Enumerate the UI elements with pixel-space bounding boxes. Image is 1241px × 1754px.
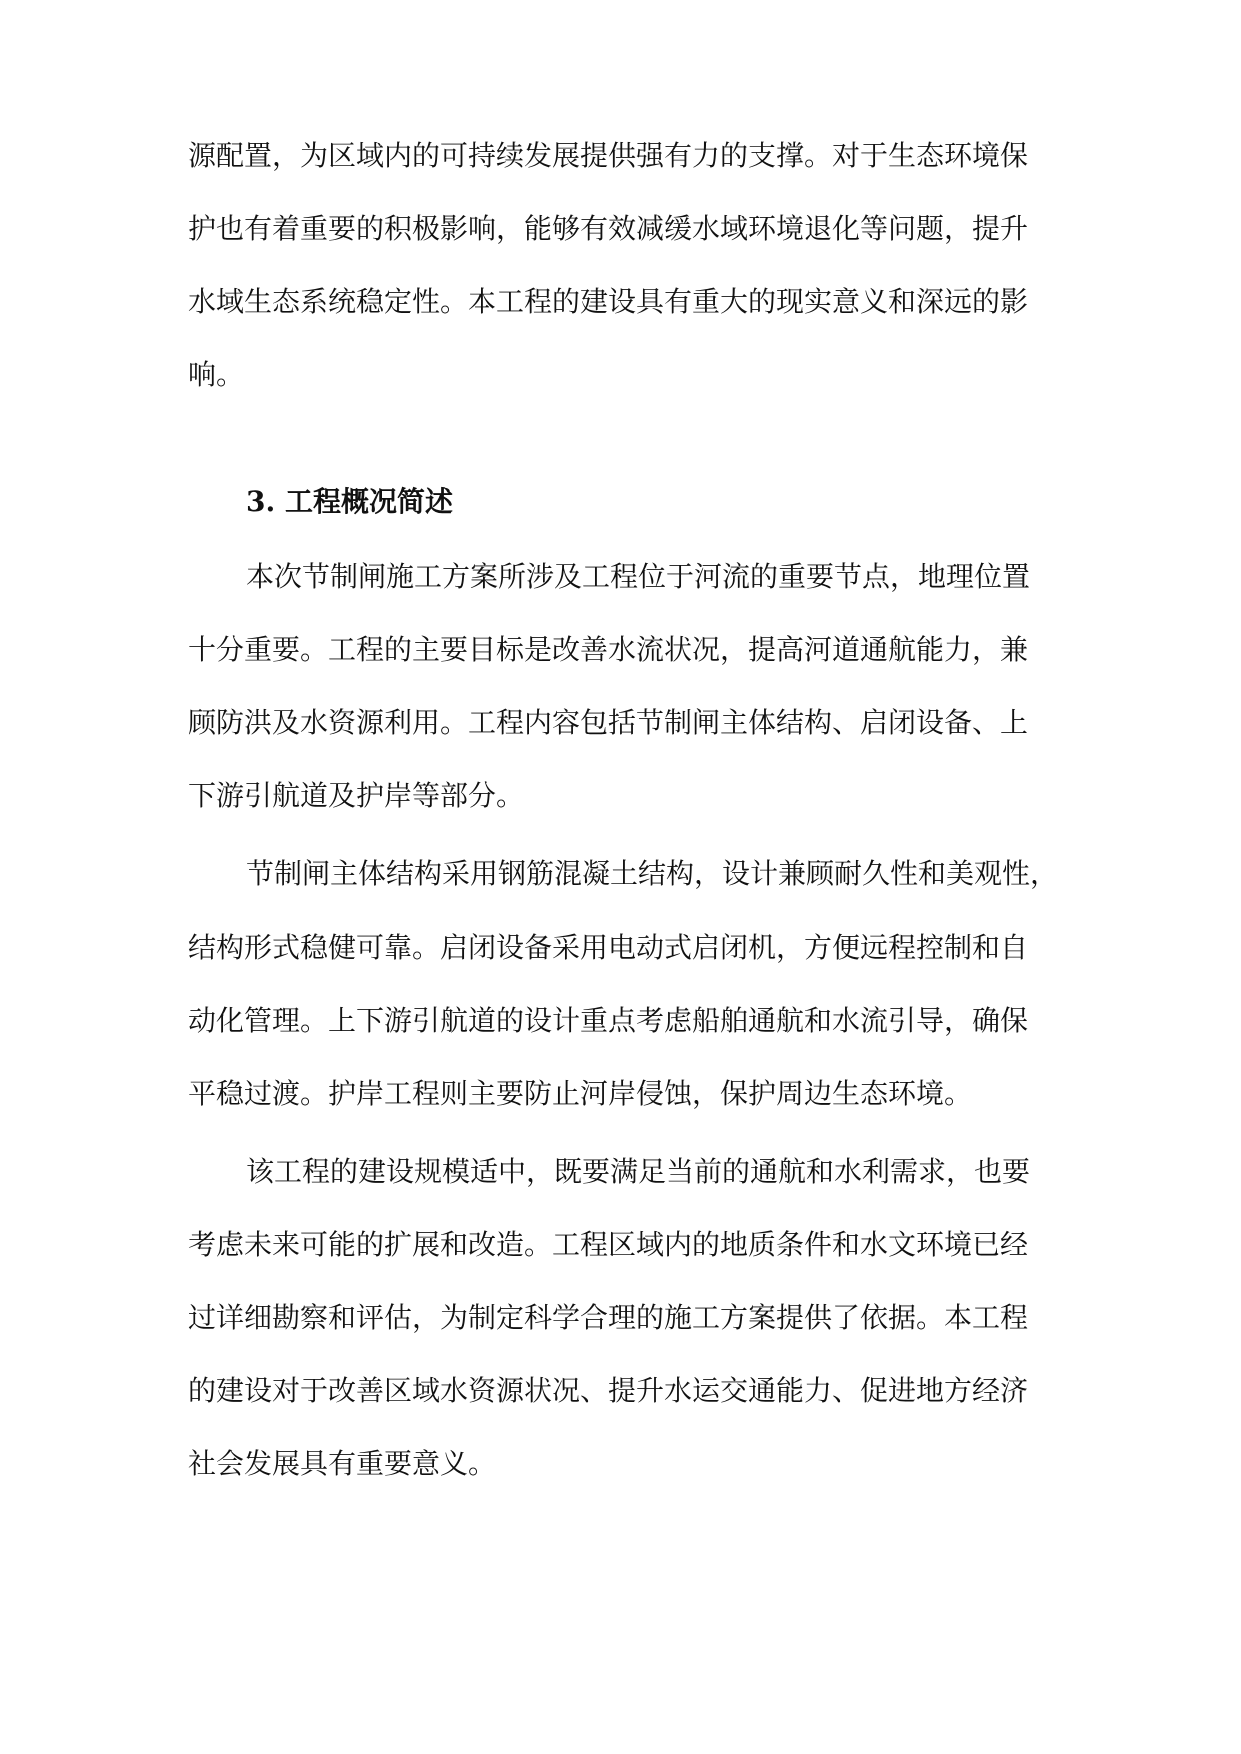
intro-line: 护也有着重要的积极影响，能够有效减缓水域环境退化等问题，提升: [188, 212, 1029, 245]
paragraph-line: 动化管理。上下游引航道的设计重点考虑船舶通航和水流引导，确保: [188, 1004, 1029, 1037]
paragraph-line: 下游引航道及护岸等部分。: [188, 779, 525, 812]
intro-line: 水域生态系统稳定性。本工程的建设具有重大的现实意义和深远的影: [188, 285, 1029, 318]
paragraph-line: 结构形式稳健可靠。启闭设备采用电动式启闭机，方便远程控制和自: [188, 931, 1029, 964]
paragraph-line: 的建设对于改善区域水资源状况、提升水运交通能力、促进地方经济: [188, 1374, 1029, 1407]
section-heading: 3. 工程概况简述: [246, 485, 453, 518]
paragraph-line: 该工程的建设规模适中，既要满足当前的通航和水利需求，也要: [246, 1155, 1031, 1188]
intro-line: 响。: [188, 358, 245, 391]
paragraph-line: 平稳过渡。护岸工程则主要防止河岸侵蚀，保护周边生态环境。: [188, 1077, 973, 1110]
paragraph-line: 过详细勘察和评估，为制定科学合理的施工方案提供了依据。本工程: [188, 1301, 1029, 1334]
paragraph-line: 十分重要。工程的主要目标是改善水流状况，提高河道通航能力，兼: [188, 633, 1029, 666]
paragraph-line: 考虑未来可能的扩展和改造。工程区域内的地质条件和水文环境已经: [188, 1228, 1029, 1261]
paragraph-line: 社会发展具有重要意义。: [188, 1447, 497, 1480]
paragraph-line: 顾防洪及水资源利用。工程内容包括节制闸主体结构、启闭设备、上: [188, 706, 1029, 739]
paragraph-line: 本次节制闸施工方案所涉及工程位于河流的重要节点，地理位置: [246, 560, 1031, 593]
paragraph-line: 节制闸主体结构采用钢筋混凝土结构，设计兼顾耐久性和美观性，: [246, 857, 1059, 890]
intro-line: 源配置，为区域内的可持续发展提供强有力的支撑。对于生态环境保: [188, 139, 1029, 172]
